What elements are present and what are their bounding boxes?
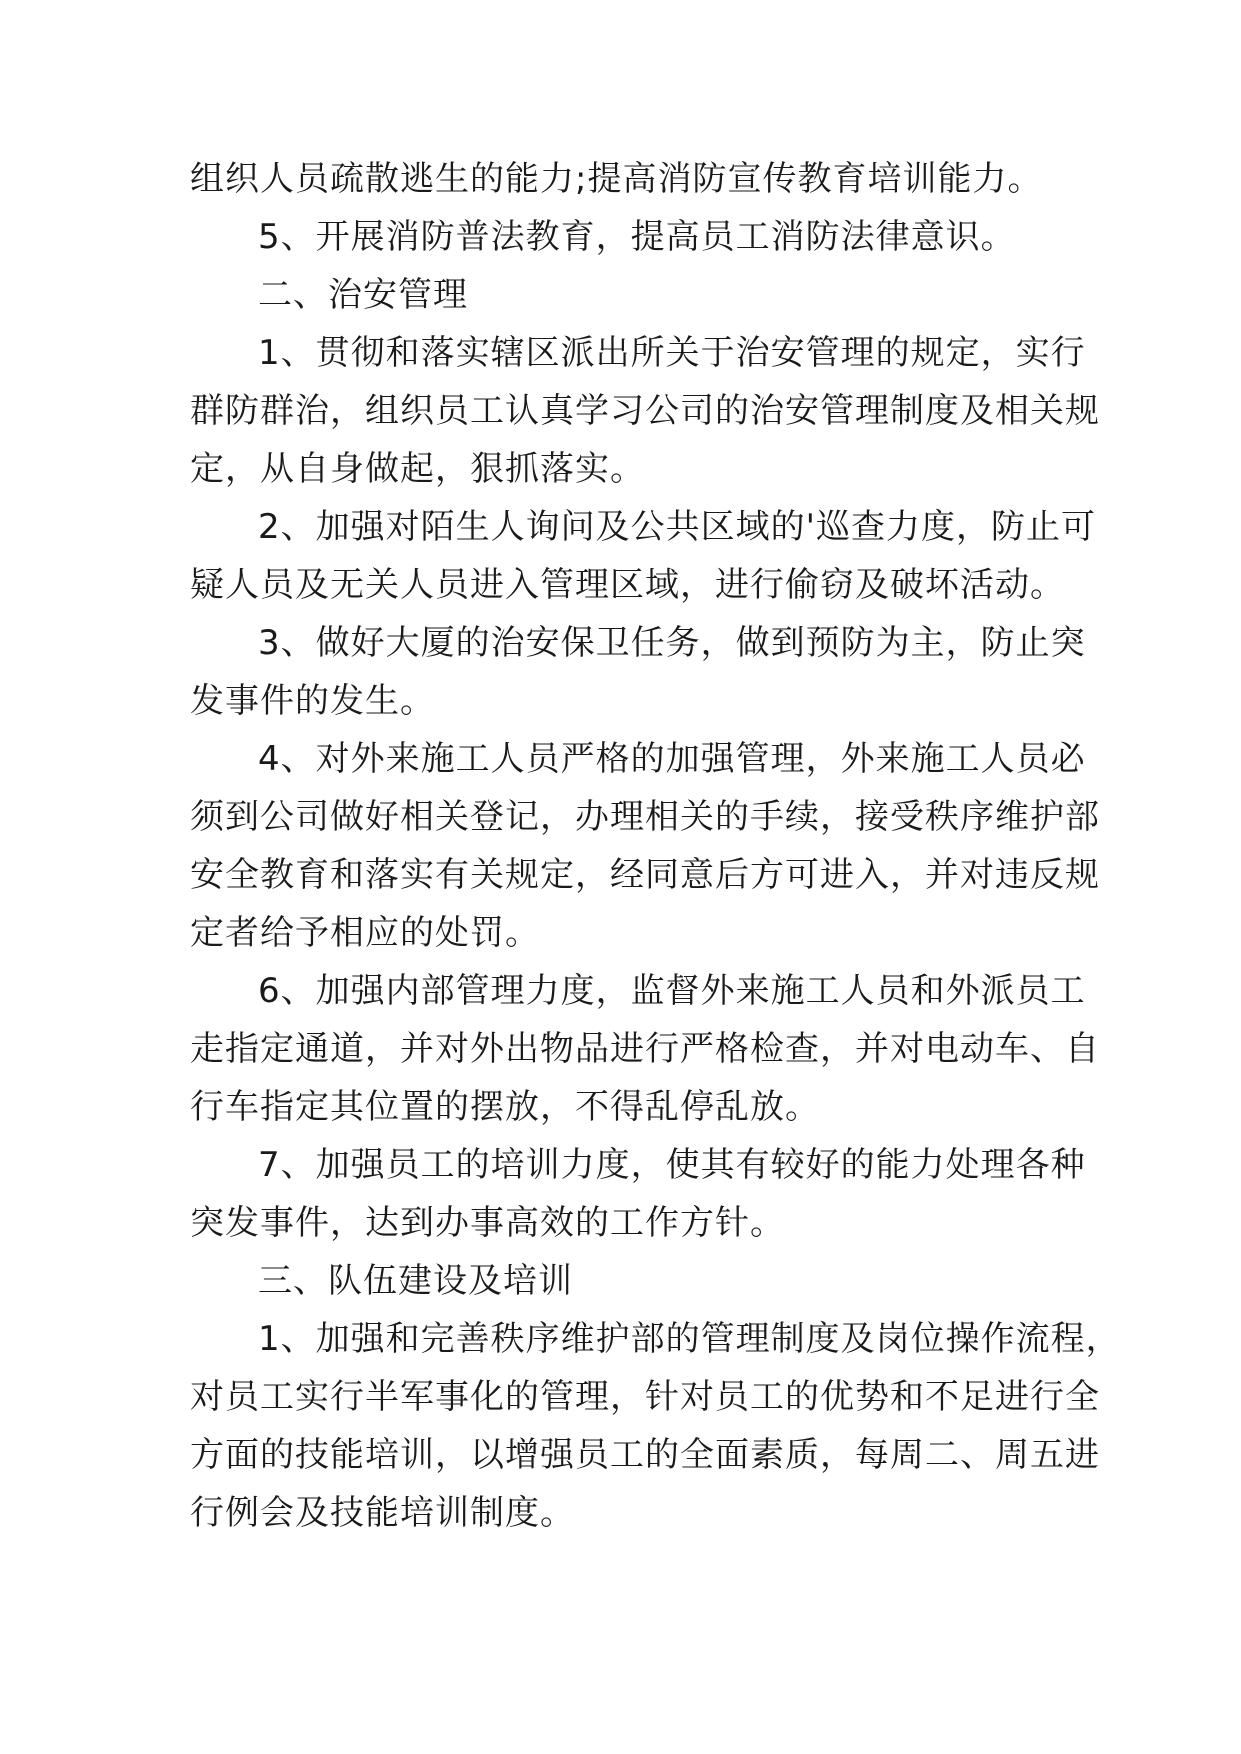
text-line: 7、加强员工的培训力度，使其有较好的能力处理各种 [258, 1145, 1086, 1185]
text-line: 1、加强和完善秩序维护部的管理制度及岗位操作流程， [258, 1319, 1121, 1359]
section-heading: 三、队伍建设及培训 [258, 1261, 573, 1301]
text-line: 对员工实行半军事化的管理，针对员工的优势和不足进行全 [190, 1377, 1100, 1417]
text-line: 须到公司做好相关登记，办理相关的手续，接受秩序维护部 [190, 797, 1100, 837]
text-line: 行例会及技能培训制度。 [190, 1493, 575, 1533]
text-line: 组织人员疏散逃生的能力;提高消防宣传教育培训能力。 [190, 159, 1043, 199]
section-heading: 二、治安管理 [258, 275, 468, 315]
text-line: 2、加强对陌生人询问及公共区域的'巡查力度，防止可 [258, 507, 1096, 547]
text-line: 6、加强内部管理力度，监督外来施工人员和外派员工 [258, 971, 1086, 1011]
text-line: 3、做好大厦的治安保卫任务，做到预防为主，防止突 [258, 623, 1086, 663]
text-line: 5、开展消防普法教育，提高员工消防法律意识。 [258, 217, 1016, 257]
text-line: 方面的技能培训，以增强员工的全面素质，每周二、周五进 [190, 1435, 1100, 1475]
text-line: 定，从自身做起，狠抓落实。 [190, 449, 645, 489]
document-body [190, 150, 1121, 1542]
text-line: 群防群治，组织员工认真学习公司的治安管理制度及相关规 [190, 391, 1100, 431]
text-line: 安全教育和落实有关规定，经同意后方可进入，并对违反规 [190, 855, 1100, 895]
text-line: 定者给予相应的处罚。 [190, 913, 540, 953]
text-line: 走指定通道，并对外出物品进行严格检查，并对电动车、自 [190, 1029, 1100, 1069]
text-line: 行车指定其位置的摆放，不得乱停乱放。 [190, 1087, 820, 1127]
text-line: 突发事件，达到办事高效的工作方针。 [190, 1203, 785, 1243]
text-line: 1、贯彻和落实辖区派出所关于治安管理的规定，实行 [258, 333, 1086, 373]
text-line: 疑人员及无关人员进入管理区域，进行偷窃及破坏活动。 [190, 565, 1065, 605]
text-line: 4、对外来施工人员严格的加强管理，外来施工人员必 [258, 739, 1086, 779]
text-line: 发事件的发生。 [190, 681, 435, 721]
